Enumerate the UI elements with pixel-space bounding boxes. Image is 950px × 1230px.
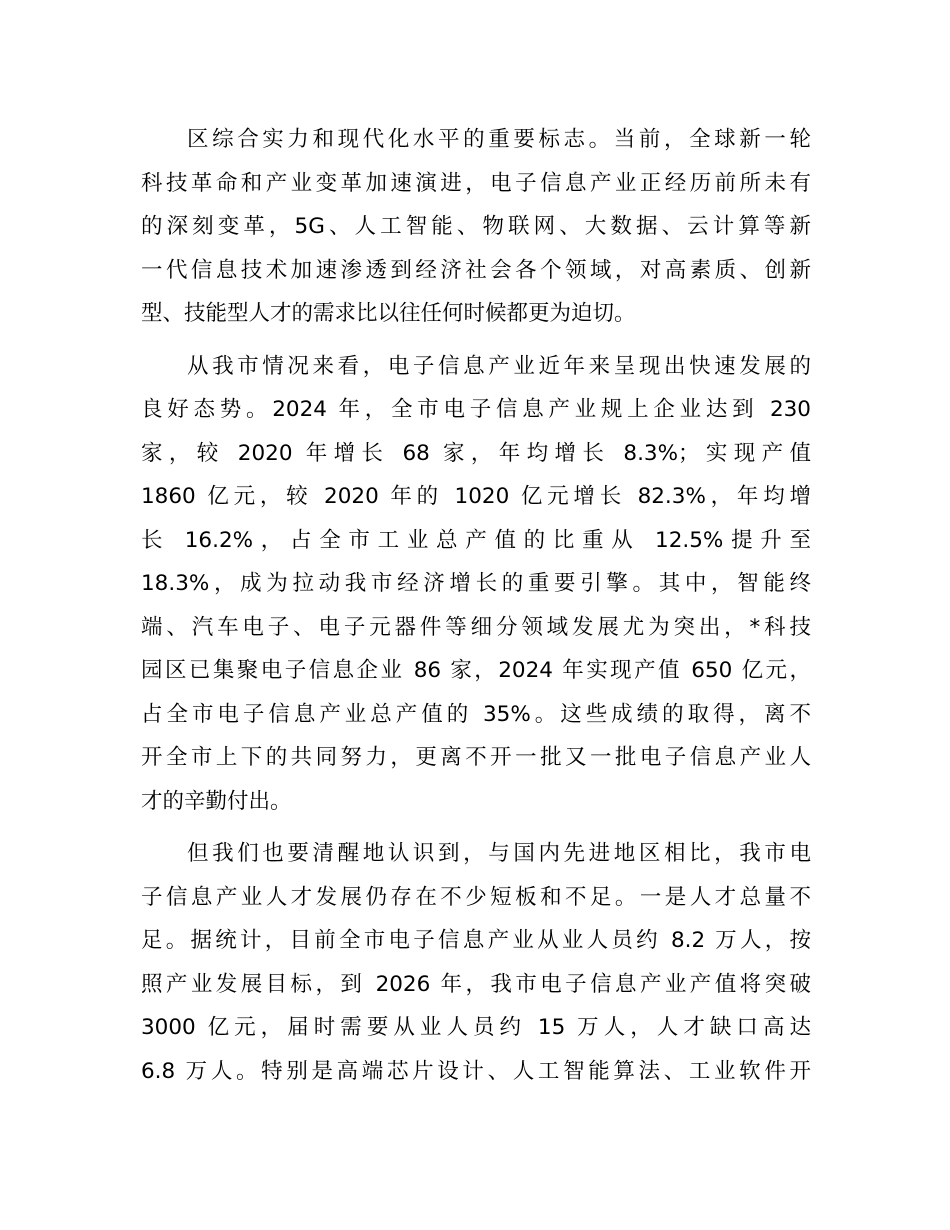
- text-line: 占全市电子信息产业总产值的 35%。这些成绩的取得，离不: [141, 701, 811, 727]
- text-line: 子信息产业人才发展仍存在不少短板和不足。一是人才总量不: [141, 884, 811, 910]
- paragraph-1: [141, 118, 811, 336]
- text-line: 长 16.2%，占全市工业总产值的比重从 12.5%提升至: [141, 527, 811, 553]
- text-line: 园区已集聚电子信息企业 86 家，2024 年实现产值 650 亿元，: [141, 658, 811, 683]
- text-line: 从我市情况来看，电子信息产业近年来呈现出快速发展的: [187, 353, 811, 379]
- paragraph-3: [141, 832, 811, 1093]
- text-line: 端、汽车电子、电子元器件等细分领域发展尤为突出，*科技: [141, 614, 811, 640]
- text-line: 足。据统计，目前全市电子信息产业从业人员约 8.2 万人，按: [141, 928, 811, 953]
- paragraph-2: [141, 345, 811, 824]
- text-line: 3000 亿元，届时需要从业人员约 15 万人，人才缺口高达: [141, 1015, 811, 1040]
- text-line: 但我们也要清醒地认识到，与国内先进地区相比，我市电: [187, 841, 811, 866]
- text-line: 型、技能型人才的需求比以往任何时候都更为迫切。: [141, 301, 636, 326]
- text-line: 区综合实力和现代化水平的重要标志。当前，全球新一轮: [187, 127, 811, 152]
- text-line: 家，较 2020 年增长 68 家，年均增长 8.3%；实现产值: [141, 440, 811, 466]
- text-line: 才的辛勤付出。: [141, 788, 292, 814]
- text-line: 科技革命和产业变革加速演进，电子信息产业正经历前所未有: [141, 170, 811, 196]
- text-line: 6.8 万人。特别是高端芯片设计、人工智能算法、工业软件开: [141, 1058, 811, 1084]
- text-line: 1860 亿元，较 2020 年的 1020 亿元增长 82.3%，年均增: [141, 484, 811, 509]
- text-line: 照产业发展目标，到 2026 年，我市电子信息产业产值将突破: [141, 971, 811, 997]
- document-body: [141, 118, 811, 1102]
- text-line: 的深刻变革，5G、人工智能、物联网、大数据、云计算等新: [141, 214, 811, 239]
- text-line: 一代信息技术加速渗透到经济社会各个领域，对高素质、创新: [141, 257, 811, 283]
- text-line: 开全市上下的共同努力，更离不开一批又一批电子信息产业人: [141, 745, 811, 770]
- text-line: 良好态势。2024 年，全市电子信息产业规上企业达到 230: [141, 397, 811, 422]
- text-line: 18.3%，成为拉动我市经济增长的重要引擎。其中，智能终: [141, 571, 811, 596]
